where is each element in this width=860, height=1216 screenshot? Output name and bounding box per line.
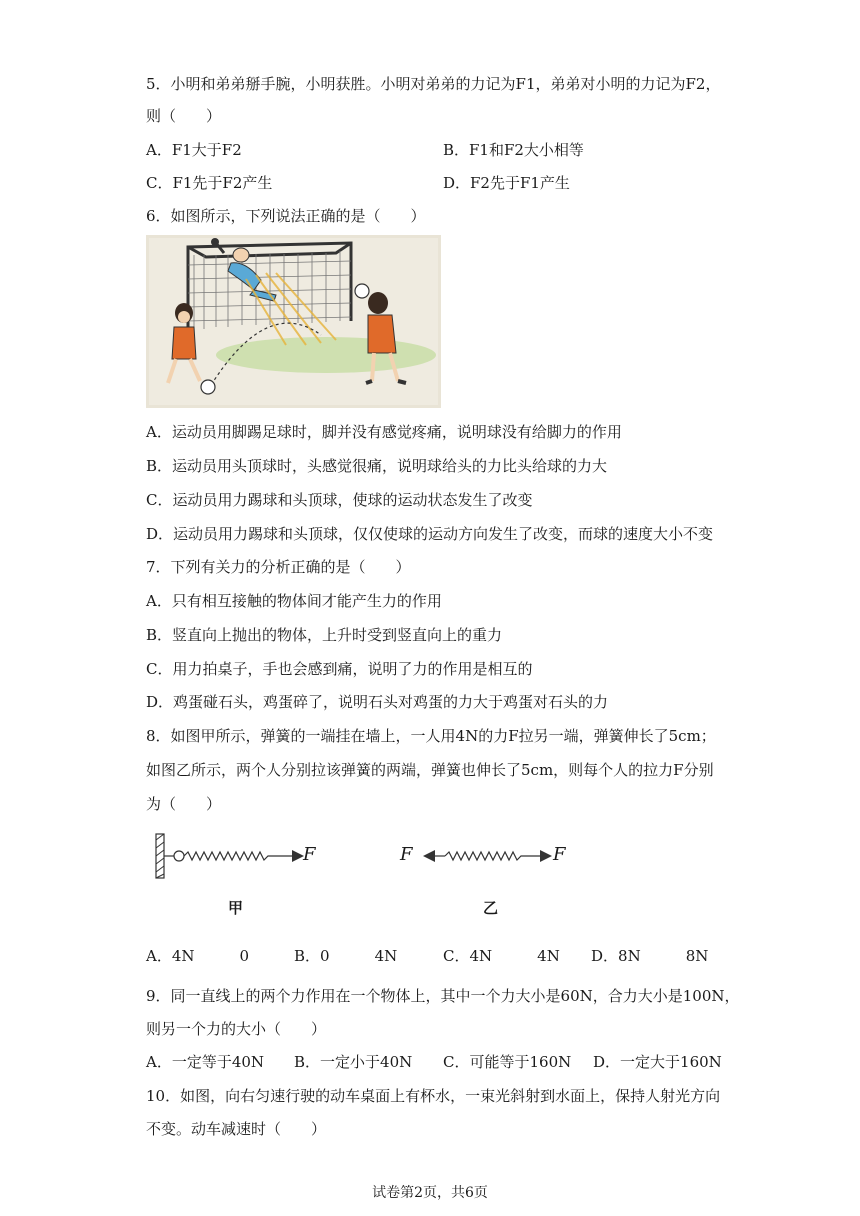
- force-label-yi-right: F: [553, 844, 566, 865]
- q9-option-c: C．可能等于160N: [443, 1053, 572, 1071]
- q7-option-c: C．用力拍桌子，手也会感到痛，说明了力的作用是相互的: [146, 660, 533, 678]
- figure-label-yi: 乙: [483, 899, 499, 917]
- q5-stem-line2: 则（ ）: [146, 107, 222, 125]
- q10-stem-line2: 不变。动车减速时（ ）: [146, 1120, 327, 1138]
- force-label-jia: F: [303, 844, 316, 865]
- soccer-illustration: [146, 235, 441, 408]
- q9-stem-line2: 则另一个力的大小（ ）: [146, 1020, 327, 1038]
- q8-option-a: A．4N 0: [146, 947, 250, 965]
- q9-option-a: A．一定等于40N: [146, 1053, 265, 1071]
- q6-option-b: B．运动员用头顶球时，头感觉很痛，说明球给头的力比头给球的力大: [146, 457, 608, 475]
- q8-option-d: D．8N 8N: [591, 947, 709, 965]
- figure-label-jia: 甲: [228, 899, 244, 917]
- q8-stem-line1: 8．如图甲所示，弹簧的一端挂在墙上，一人用4N的力F拉另一端，弹簧伸长了5cm；: [146, 727, 716, 745]
- q5-option-d: D．F2先于F1产生: [443, 174, 570, 192]
- q5-option-a: A．F1大于F2: [146, 141, 242, 159]
- q5-option-b: B．F1和F2大小相等: [443, 141, 584, 159]
- q8-option-b: B．0 4N: [294, 947, 398, 965]
- page-footer: 试卷第2页，共6页: [372, 1185, 488, 1201]
- q6-option-c: C．运动员用力踢球和头顶球，使球的运动状态发生了改变: [146, 491, 533, 509]
- spring-figure-yi: [415, 838, 565, 878]
- q9-stem-line1: 9．同一直线上的两个力作用在一个物体上，其中一个力大小是60N，合力大小是100N，: [146, 987, 740, 1005]
- q5-stem-line1: 5．小明和弟弟掰手腕，小明获胜。小明对弟弟的力记为F1，弟弟对小明的力记为F2，: [146, 75, 721, 93]
- q9-option-b: B．一定小于40N: [294, 1053, 413, 1071]
- q6-option-d: D．运动员用力踢球和头顶球，仅仅使球的运动方向发生了改变，而球的速度大小不变: [146, 525, 714, 543]
- q7-option-a: A．只有相互接触的物体间才能产生力的作用: [146, 592, 442, 610]
- q10-stem-line1: 10．如图，向右匀速行驶的动车桌面上有杯水，一束光斜射到水面上，保持人射光方向: [146, 1087, 721, 1105]
- q6-stem: 6．如图所示，下列说法正确的是（ ）: [146, 207, 426, 225]
- q8-option-c: C．4N 4N: [443, 947, 560, 965]
- q8-stem-line3: 为（ ）: [146, 795, 222, 813]
- q7-option-b: B．竖直向上抛出的物体，上升时受到竖直向上的重力: [146, 626, 503, 644]
- q7-option-d: D．鸡蛋碰石头，鸡蛋碎了，说明石头对鸡蛋的力大于鸡蛋对石头的力: [146, 693, 609, 711]
- q7-stem: 7．下列有关力的分析正确的是（ ）: [146, 558, 411, 576]
- q8-stem-line2: 如图乙所示，两个人分别拉该弹簧的两端，弹簧也伸长了5cm，则每个人的拉力F分别: [146, 761, 714, 779]
- q9-option-d: D．一定大于160N: [593, 1053, 722, 1071]
- force-label-yi-left: F: [400, 844, 413, 865]
- q6-option-a: A．运动员用脚踢足球时，脚并没有感觉疼痛，说明球没有给脚力的作用: [146, 423, 622, 441]
- q5-option-c: C．F1先于F2产生: [146, 174, 273, 192]
